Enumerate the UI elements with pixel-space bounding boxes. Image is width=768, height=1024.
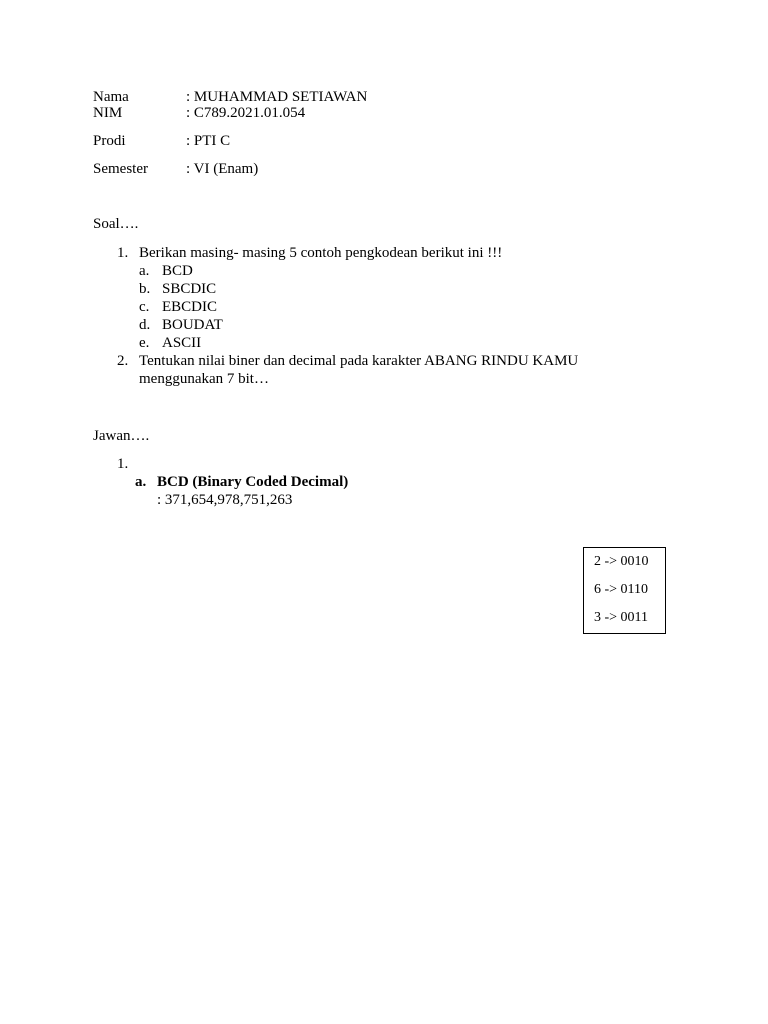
question-1-item-d-marker: d.	[139, 317, 151, 333]
answer-1a-values: : 371,654,978,751,263	[157, 492, 293, 508]
question-1-item-a-marker: a.	[139, 263, 150, 279]
question-1-item-b-marker: b.	[139, 281, 151, 297]
prodi-value: : PTI C	[186, 133, 231, 149]
name-value: : MUHAMMAD SETIAWAN	[186, 89, 368, 105]
question-1-item-e: ASCII	[162, 335, 202, 351]
question-2-text-line2: menggunakan 7 bit…	[139, 371, 269, 387]
question-1-item-a: BCD	[162, 263, 193, 279]
answer-1a-title: BCD (Binary Coded Decimal)	[157, 474, 349, 490]
question-1-text: Berikan masing- masing 5 contoh pengkodean berikut ini !!!	[139, 245, 503, 261]
conversion-row: 2 -> 0010	[594, 554, 649, 569]
name-label: Nama	[93, 89, 129, 105]
question-1-item-c: EBCDIC	[162, 299, 218, 315]
conversion-row: 6 -> 0110	[594, 582, 649, 597]
question-1-item-b: SBCDIC	[162, 281, 217, 297]
prodi-label: Prodi	[93, 133, 126, 149]
answers-heading: Jawan….	[93, 428, 150, 444]
semester-value: : VI (Enam)	[186, 161, 259, 177]
bcd-conversion-box	[583, 547, 666, 634]
question-2-number: 2.	[117, 353, 129, 369]
question-1-item-e-marker: e.	[139, 335, 150, 351]
question-1-item-d: BOUDAT	[162, 317, 223, 333]
question-1-number: 1.	[117, 245, 129, 261]
nim-label: NIM	[93, 105, 123, 121]
nim-value: : C789.2021.01.054	[186, 105, 306, 121]
questions-heading: Soal….	[93, 216, 139, 232]
answer-1-number: 1.	[117, 456, 129, 472]
question-1-item-c-marker: c.	[139, 299, 150, 315]
semester-label: Semester	[93, 161, 148, 177]
conversion-row: 3 -> 0011	[594, 610, 649, 625]
answer-1a-marker: a.	[135, 474, 147, 490]
question-2-text-line1: Tentukan nilai biner dan decimal pada karakter ABANG RINDU KAMU	[139, 353, 579, 369]
